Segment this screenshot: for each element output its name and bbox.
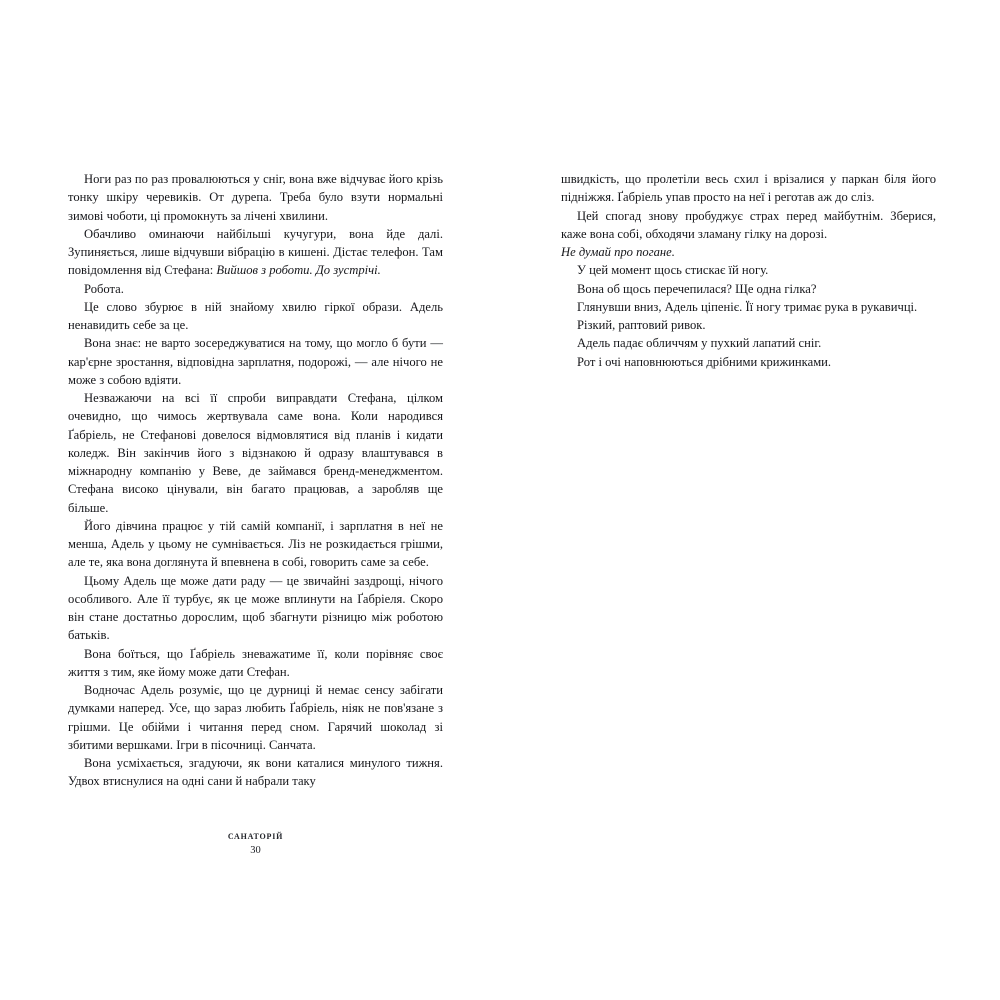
right-text-column: [561, 170, 936, 371]
paragraph: У цей момент щось стискає їй ногу.: [577, 263, 769, 278]
paragraph: Адель падає обличчям у пухкий лапатий сніг.: [577, 336, 822, 351]
paragraph: Цьому Адель ще може дати раду — це звичайні заздрощі, нічого особливого. Але її турбує, як це може вплинути на Ґабріеля. Скоро він стане достатньо дорослим, щоб збагнути різницю між роботою батьків.: [68, 573, 443, 643]
paragraph-text: Обачливо оминаючи найбільші кучугури, вона йде далі. Зупиняється, лише відчувши вібрацію в кишені. Дістає телефон. Там повідомлення від Стефана:: [68, 226, 443, 278]
paragraph: Водночас Адель розуміє, що це дурниці й немає сенсу забігати думками наперед. Усе, що зараз любить Ґабріель, ніяк не пов'язане з грішми. Це обійми і читання перед сном. Гарячий шоколад зі збитими вершками. Ігри в пісочниці. Санчата.: [68, 683, 443, 752]
paragraph: швидкість, що пролетіли весь схил і врізалися у паркан біля його підніжжя. Ґабріель упав просто на неї і реготав аж до сліз.: [561, 172, 936, 205]
paragraph: Глянувши вниз, Адель ціпеніє. Її ногу тримає рука в рукавичці.: [577, 299, 918, 314]
inner-thought-italic: Не думай про погане.: [561, 245, 675, 259]
left-text-column: [68, 170, 443, 791]
running-head-title: САНАТОРІЙ: [227, 832, 284, 841]
paragraph: Вона боїться, що Ґабріель зневажатиме її, коли порівняє своє життя з тим, яке йому може дати Стефан.: [68, 646, 443, 679]
message-italic: Вийшов з роботи. До зустрічі.: [216, 263, 381, 278]
paragraph: Вона знає: не варто зосереджуватися на тому, що могло б бути — кар'єрне зростання, відповідна зарплатня, подорожі, — але нічого не може з собою вдіяти.: [68, 336, 443, 387]
page-footer: [68, 832, 443, 856]
text-spread: [0, 170, 1000, 791]
paragraph: Цей спогад знову пробуджує страх перед майбутнім. Зберися, каже вона собі, обходячи зламану гілку на дорозі.: [561, 208, 936, 241]
paragraph: Це слово збурює в ній знайому хвилю гіркої образи. Адель ненавидить себе за це.: [68, 299, 443, 332]
paragraph: Робота.: [84, 281, 124, 296]
paragraph: Його дівчина працює у тій самій компанії, і зарплатня в неї не менша, Адель у цьому не сумнівається. Ліз не розкидається грішми, але те, яка вона доглянута й впевнена в собі, говорить саме за себе.: [68, 518, 443, 570]
paragraph: Незважаючи на всі її спроби виправдати Стефана, цілком очевидно, що чимось жертвувала саме вона. Коли народився Ґабріель, не Стефанові довелося відмовлятися від планів і кидати коледж. Він закінчив його з відзнакою й одразу влаштувався в міжнародну компанію у Веве, де займався бренд-менеджментом. Стефана високо цінували, він багато працював, а заробляв ще більше.: [68, 391, 443, 515]
paragraph: Вона об щось перечепилася? Ще одна гілка?: [577, 281, 817, 296]
page-number: 30: [250, 845, 261, 856]
paragraph-with-message: [68, 225, 443, 280]
paragraph: Рот і очі наповнюються дрібними крижинками.: [577, 354, 832, 369]
paragraph: Вона усміхається, згадуючи, як вони каталися минулого тижня. Удвох втиснулися на одні сани й набрали таку: [68, 756, 443, 789]
paragraph-italic: [561, 243, 936, 261]
paragraph: Різкий, раптовий ривок.: [577, 318, 706, 332]
paragraph: Ноги раз по раз провалюються у сніг, вона вже відчуває його крізь тонку шкіру черевиків. От дурепа. Треба було взути нормальні зимові чоботи, ці промокнуть за лічені хвилини.: [68, 172, 443, 223]
